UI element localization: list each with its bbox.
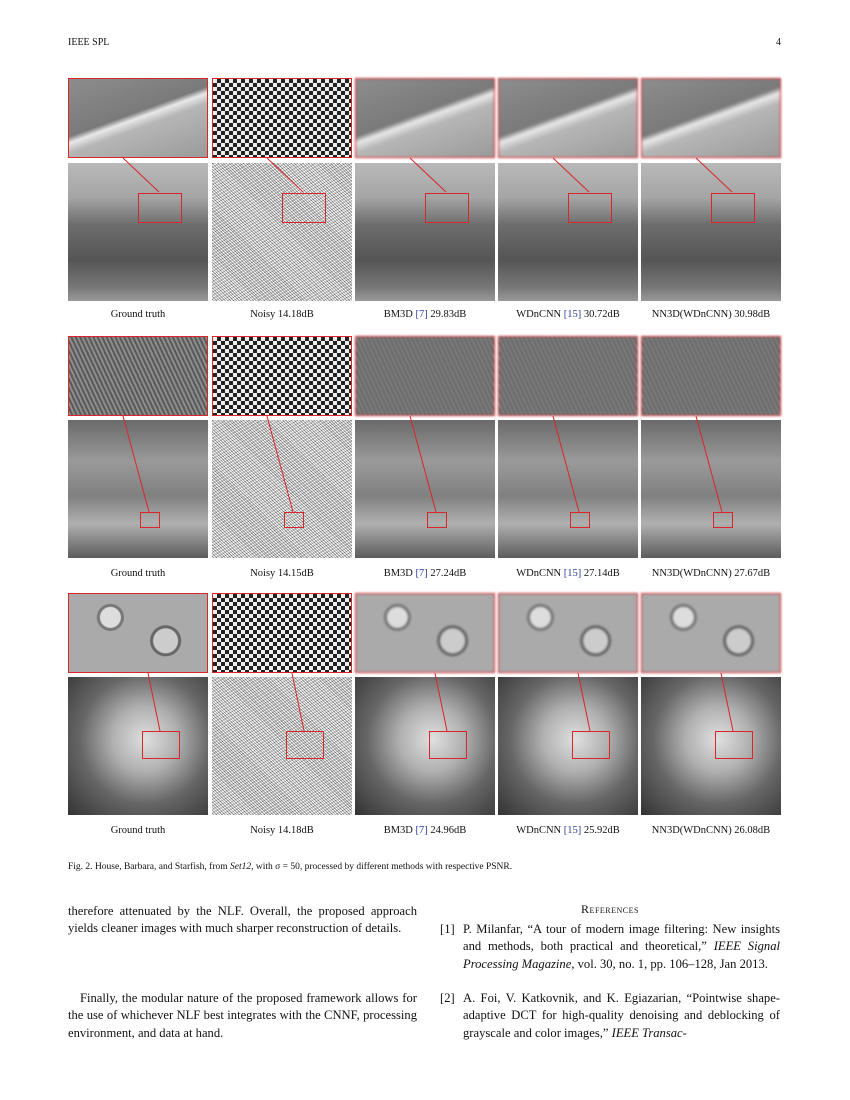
caption-label: NN3D(WDnCNN) 30.98dB [651, 309, 771, 320]
caption-label: Noisy 14.15dB [250, 568, 314, 579]
caption-label: Noisy 14.18dB [250, 825, 314, 836]
reference-text: A. Foi, V. Katkovnik, and K. Egiazarian, “Pointwise shape-adaptive DCT for high-quality denoising and deblocking of grayscale and color images,” [463, 991, 780, 1040]
panel-caption [631, 309, 791, 320]
zoom-connector-line [212, 336, 352, 566]
zoom-connector-line [68, 336, 208, 566]
method-name: WDnCNN [516, 568, 564, 579]
zoom-connector-line [641, 78, 781, 308]
citation-link[interactable]: [15] [563, 825, 582, 836]
zoom-connector-line [641, 336, 781, 566]
panel-caption [488, 825, 648, 836]
citation-link[interactable]: [7] [415, 825, 428, 836]
zoom-connector-line [212, 78, 352, 308]
psnr-value: 27.14dB [581, 568, 620, 579]
zoom-connector-line [68, 78, 208, 308]
running-header: IEEE SPL [68, 37, 110, 48]
method-name: BM3D [383, 309, 416, 320]
panel-caption [345, 825, 505, 836]
figure-label: Fig. 2. [68, 862, 93, 872]
caption-label: NN3D(WDnCNN) 27.67dB [651, 568, 771, 579]
page-number: 4 [776, 37, 781, 48]
panel-caption [631, 825, 791, 836]
reference-1 [440, 921, 780, 973]
panel-caption [488, 568, 648, 579]
citation-link[interactable]: [15] [563, 309, 582, 320]
panel-caption [202, 309, 362, 320]
panel-caption [202, 568, 362, 579]
reference-number: [1] [440, 922, 455, 936]
caption-label: Noisy 14.18dB [250, 309, 314, 320]
zoom-connector-line [498, 336, 638, 566]
panel-caption [58, 825, 218, 836]
references-heading: References [581, 902, 639, 916]
psnr-value: 25.92dB [581, 825, 620, 836]
reference-number: [2] [440, 991, 455, 1005]
psnr-value: 24.96dB [427, 825, 467, 836]
zoom-connector-line [68, 593, 208, 823]
psnr-value: 29.83dB [427, 309, 467, 320]
reference-text: P. Milanfar, “A tour of modern image filtering: New insights and methods, both practical and theoretical,” [463, 922, 780, 954]
panel-caption [202, 825, 362, 836]
method-name: BM3D [383, 825, 416, 836]
panel-caption [488, 309, 648, 320]
panel-caption [58, 309, 218, 320]
caption-dataset: Set12 [230, 862, 252, 872]
zoom-connector-line [355, 593, 495, 823]
caption-text-end: , with σ = 50, processed by different methods with respective PSNR. [251, 862, 513, 872]
citation-link[interactable]: [7] [415, 568, 428, 579]
zoom-connector-line [641, 593, 781, 823]
reference-details: , vol. 30, no. 1, pp. 106–128, Jan 2013. [571, 956, 768, 971]
caption-text: House, Barbara, and Starfish, from [92, 862, 231, 872]
method-name: WDnCNN [516, 825, 564, 836]
citation-link[interactable]: [15] [563, 568, 582, 579]
zoom-connector-line [498, 78, 638, 308]
reference-2 [440, 990, 780, 1042]
psnr-value: 30.72dB [581, 309, 620, 320]
panel-caption [345, 309, 505, 320]
caption-label: Ground truth [110, 568, 166, 579]
caption-label: Ground truth [110, 309, 166, 320]
panel-caption [631, 568, 791, 579]
zoom-connector-line [498, 593, 638, 823]
zoom-connector-line [355, 336, 495, 566]
zoom-connector-line [212, 593, 352, 823]
panel-caption [58, 568, 218, 579]
method-name: BM3D [383, 568, 416, 579]
caption-label: NN3D(WDnCNN) 26.08dB [651, 825, 771, 836]
reference-venue: IEEE Signal Processing Magazine [463, 939, 780, 971]
psnr-value: 27.24dB [427, 568, 467, 579]
method-name: WDnCNN [516, 309, 564, 320]
caption-label: Ground truth [110, 825, 166, 836]
body-paragraph-2: Finally, the modular nature of the proposed framework allows for the use of whichever NLF best integrates with the CNNF, processing environment, and data at hand. [68, 991, 417, 1040]
zoom-connector-line [355, 78, 495, 308]
reference-venue: IEEE Transac- [611, 1025, 687, 1040]
panel-caption [345, 568, 505, 579]
body-paragraph-1: therefore attenuated by the NLF. Overall, the proposed approach yields cleaner images with much sharper reconstruction of details. [68, 904, 417, 936]
figure-caption [68, 862, 512, 872]
citation-link[interactable]: [7] [415, 309, 428, 320]
